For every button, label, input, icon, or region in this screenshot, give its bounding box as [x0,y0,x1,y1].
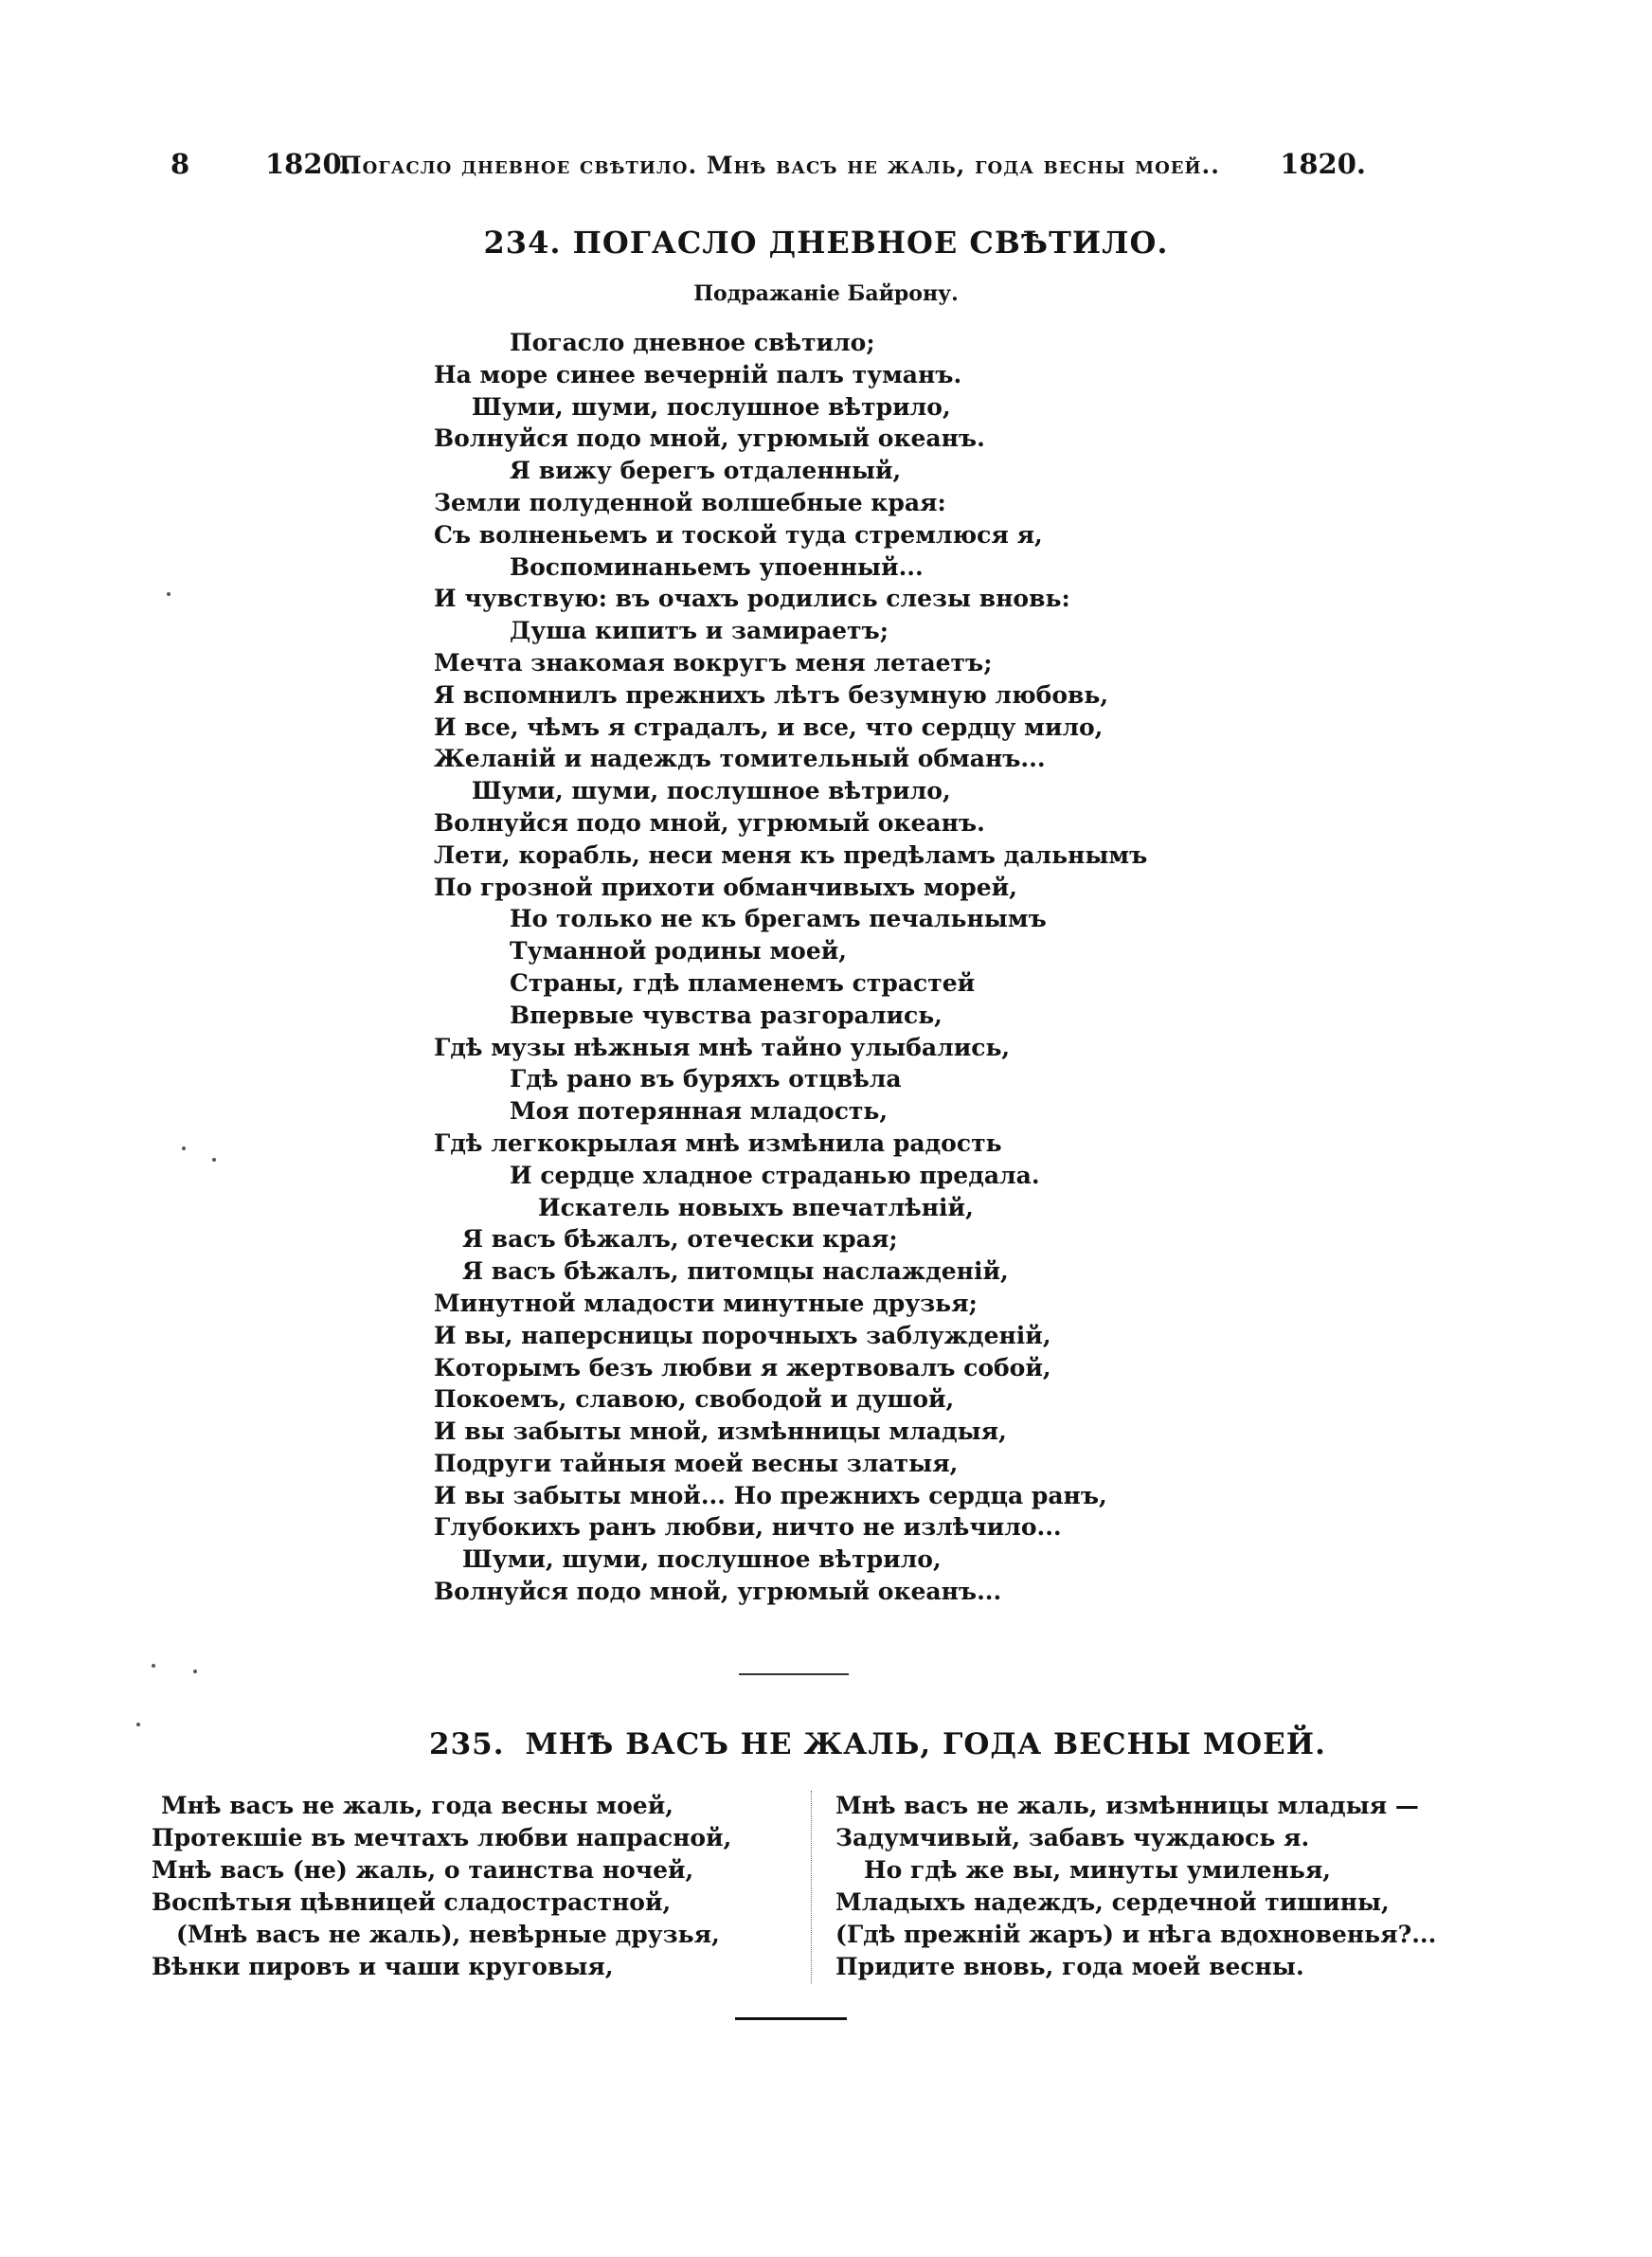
poem-line: Мнѣ васъ (не) жаль, о таинства ночей, [152,1856,694,1884]
poem-line: Съ волненьемъ и тоской туда стремлюся я, [434,520,1043,549]
poem-line: Воспѣтыя цѣвницей сладострастной, [152,1888,672,1916]
poem-line: Мнѣ васъ не жаль, года весны моей, [161,1792,673,1819]
poem-line: Мнѣ васъ не жаль, измѣнницы младыя — [835,1792,1419,1819]
poem-line: Младыхъ надеждъ, сердечной тишины, [835,1888,1390,1916]
poem-line: Земли полуденной волшебные края: [434,488,946,516]
poem-line: Задумчивый, забавъ чуждаюсь я. [835,1824,1310,1851]
poem-line: И вы забыты мной, измѣнницы младыя, [434,1417,1007,1446]
poem-line: Шуми, шуми, послушное вѣтрило, [472,777,951,805]
poem-line: Я вижу берегъ отдаленный, [510,457,902,485]
poem-line: Я васъ бѣжалъ, питомцы наслажденій, [462,1257,1009,1286]
poem-line: Мечта знакомая вокругъ меня летаетъ; [434,648,993,677]
poem-line: (Гдѣ прежній жаръ) и нѣга вдохновенья?... [835,1921,1437,1948]
section-divider [739,1673,849,1675]
poem-line: Впервые чувства разгорались, [510,1001,943,1029]
header-year-right: 1820. [1280,148,1366,180]
poem-line: (Мнѣ васъ не жаль), невѣрные друзья, [176,1921,720,1948]
poem-line: И вы забыты мной... Но прежнихъ сердца ранъ, [434,1481,1107,1509]
poem-line: Но только не къ брегамъ печальнымъ [510,905,1047,933]
poem-line: Придите вновь, года моей весны. [835,1953,1304,1980]
header-title: Погасло дневное свѣтило. Мнѣ васъ не жаль, года весны моей.. [339,152,1220,179]
poem-line: Туманной родины моей, [510,937,848,966]
poem-line: И вы, наперсницы порочныхъ заблужденій, [434,1321,1051,1349]
poem-line: Душа кипитъ и замираетъ; [510,617,889,645]
poem-line: Лети, корабль, неси меня къ предѣламъ дальнымъ [434,840,1148,869]
poem-line: Моя потерянная младость, [510,1097,889,1126]
poem-line: И все, чѣмъ я страдалъ, и все, что сердцу мило, [434,713,1104,741]
scan-speck [167,592,171,596]
running-header [171,148,1392,190]
poem-line: Протекшіе въ мечтахъ любви напрасной, [152,1824,732,1851]
poem-line: Волнуйся подо мной, угрюмый океанъ... [434,1578,1002,1606]
poem-line: Гдѣ рано въ буряхъ отцвѣла [510,1065,902,1093]
scan-speck [136,1723,140,1726]
scan-speck [212,1158,216,1162]
poem-line: Шуми, шуми, послушное вѣтрило, [462,1545,942,1574]
scan-speck [193,1670,197,1673]
poem-line: Шуми, шуми, послушное вѣтрило, [472,392,951,421]
poem-line: И сердце хладное страданью предала. [510,1161,1040,1189]
poem-line: Гдѣ легкокрылая мнѣ измѣнила радость [434,1128,1002,1157]
poem-line: Желаній и надеждъ томительный обманъ... [434,745,1046,773]
end-rule [735,2017,847,2020]
poem-line: Погасло дневное свѣтило; [510,329,875,356]
header-year-left: 1820. [265,148,351,180]
poem-line: Искатель новыхъ впечатлѣній, [538,1193,974,1221]
poem-line: И чувствую: въ очахъ родились слезы вновь: [434,585,1070,613]
poem-line: Подруги тайныя моей весны златыя, [434,1449,959,1477]
poem-line: По грозной прихоти обманчивыхъ морей, [434,873,1017,901]
page-number: 8 [171,148,190,180]
poem-line: Волнуйся подо мной, угрюмый океанъ. [434,808,985,837]
poem-234-title: 234. ПОГАСЛО ДНЕВНОЕ СВѢТИЛО. [483,225,1169,261]
poem-line: Страны, гдѣ пламенемъ страстей [510,968,976,997]
poem-line: Воспоминаньемъ упоенный... [510,552,924,581]
poem-line: Глубокихъ ранъ любви, ничто не излѣчило... [434,1513,1062,1542]
poem-line: Гдѣ музы нѣжныя мнѣ тайно улыбались, [434,1033,1011,1061]
column-divider [811,1791,812,1984]
poem-235-heading [429,1727,1326,1761]
poem-line: Минутной младости минутные друзья; [434,1289,978,1317]
poem-line: На море синее вечерній палъ туманъ. [434,360,962,388]
scan-speck [152,1664,155,1668]
poem-line: Но гдѣ же вы, минуты умиленья, [864,1856,1332,1884]
scan-speck [182,1147,186,1150]
poem-line: Волнуйся подо мной, угрюмый океанъ. [434,424,985,453]
poem-234-subtitle: Подражаніе Байрону. [693,281,959,306]
poem-235-number: 235. [429,1727,505,1761]
poem-line: Которымъ безъ любви я жертвовалъ собой, [434,1353,1051,1381]
poem-line: Покоемъ, славою, свободой и душой, [434,1385,955,1414]
poem-line: Я вспомнилъ прежнихъ лѣтъ безумную любовь, [434,680,1109,709]
poem-235-right-column [835,1790,1436,1983]
poem-line: Я васъ бѣжалъ, отечески края; [462,1225,898,1254]
poem-line: Вѣнки пировъ и чаши круговыя, [152,1953,614,1980]
poem-234-text [434,327,1381,1608]
poem-235-left-column [152,1790,731,1983]
poem-235-title: МНѢ ВАСЪ НЕ ЖАЛЬ, ГОДА ВЕСНЫ МОЕЙ. [525,1727,1326,1761]
